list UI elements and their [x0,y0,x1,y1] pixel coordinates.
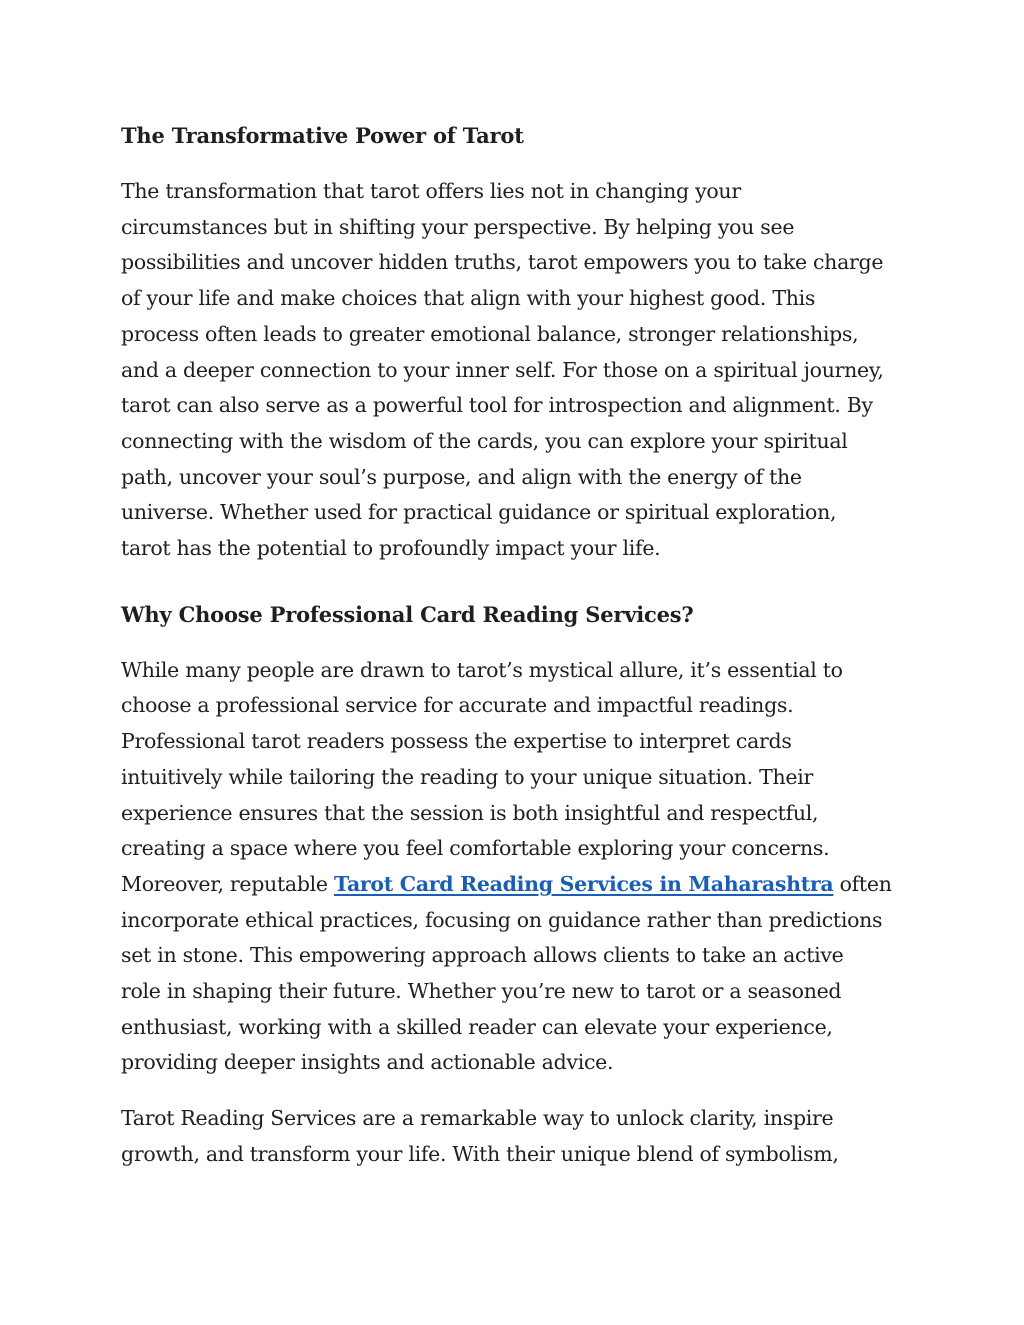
text-line: set in stone. This empowering approach allows clients to take an active [121,943,844,968]
link-line-prefix: Moreover, reputable [121,871,334,896]
text-line: universe. Whether used for practical guidance or spiritual exploration, [121,500,837,525]
text-line: The transformation that tarot offers lies not in changing your [121,179,741,203]
text-line-with-link [121,867,911,903]
text-line: creating a space where you feel comfortable exploring your concerns. [121,836,830,861]
text-line: incorporate ethical practices, focusing on guidance rather than predictions [121,907,883,932]
text-line: connecting with the wisdom of the cards, you can explore your spiritual [121,428,848,453]
text-line: experience ensures that the session is both insightful and respectful, [121,800,819,825]
text-line: Professional tarot readers possess the expertise to interpret cards [121,729,792,754]
link-line-suffix: often [833,871,892,896]
text-line: possibilities and uncover hidden truths, tarot empowers you to take charge [121,250,884,275]
text-line: process often leads to greater emotional balance, stronger relationships, [121,321,859,346]
text-line: of your life and make choices that align with your highest good. This [121,286,816,311]
text-line: tarot can also serve as a powerful tool for introspection and alignment. By [121,393,873,418]
text-line: circumstances but in shifting your perspective. By helping you see [121,214,795,239]
text-line: and a deeper connection to your inner self. For those on a spiritual journey, [121,357,884,382]
section-heading-transformative-power: The Transformative Power of Tarot [121,123,524,148]
text-line: providing deeper insights and actionable advice. [121,1050,614,1075]
text-line: tarot has the potential to profoundly impact your life. [121,536,661,561]
text-line: choose a professional service for accurate and impactful readings. [121,693,794,718]
text-line: enthusiast, working with a skilled reader can elevate your experience, [121,1014,833,1039]
text-line: While many people are drawn to tarot’s mystical allure, it’s essential to [121,657,843,682]
text-line: path, uncover your soul’s purpose, and align with the energy of the [121,464,802,489]
text-line: role in shaping their future. Whether you’re new to tarot or a seasoned [121,979,842,1004]
text-line: Tarot Reading Services are a remarkable way to unlock clarity, inspire [121,1106,834,1131]
text-line: intuitively while tailoring the reading to your unique situation. Their [121,764,813,789]
document-page [121,118,911,1173]
paragraph-closing [121,1101,911,1172]
paragraph-transformation [121,174,911,567]
text-line: growth, and transform your life. With their unique blend of symbolism, [121,1141,839,1166]
paragraph-professional-services [121,653,911,1081]
maharashtra-services-link[interactable]: Tarot Card Reading Services in Maharashtra [333,871,834,896]
section-heading-why-choose: Why Choose Professional Card Reading Services? [121,601,694,627]
